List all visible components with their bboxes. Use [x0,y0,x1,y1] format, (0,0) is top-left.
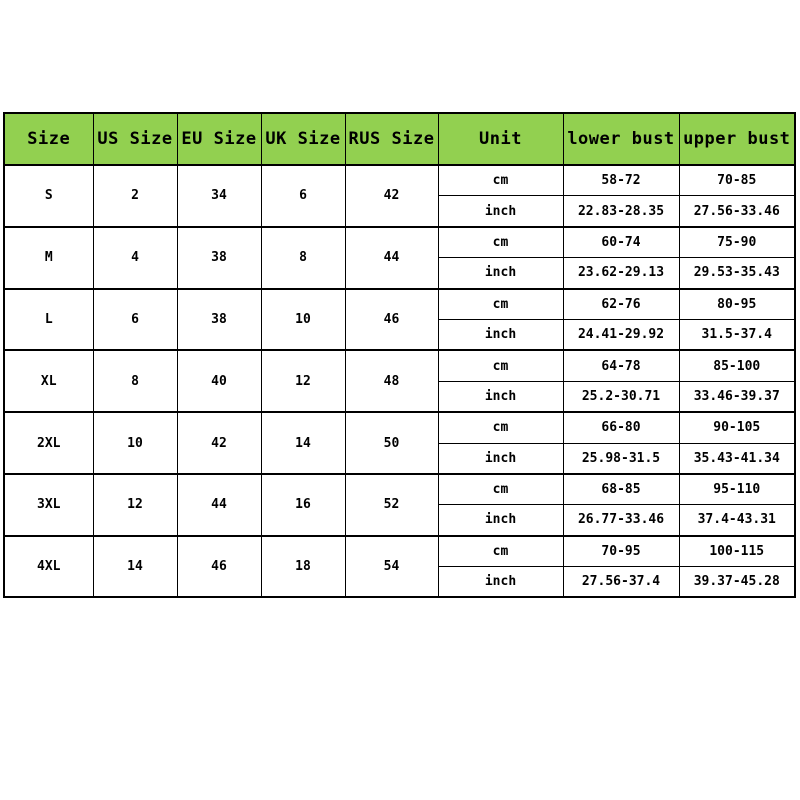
lower-bust-cell: 27.56-37.4 [563,567,679,598]
uk-size-cell: 16 [261,474,345,536]
us-size-cell: 14 [93,536,177,598]
eu-size-cell: 42 [177,412,261,474]
rus-size-cell: 50 [345,412,438,474]
unit-cell: cm [438,289,563,320]
lower-bust-cell: 24.41-29.92 [563,319,679,350]
header-eu-size: EU Size [177,113,261,165]
eu-size-cell: 40 [177,350,261,412]
unit-cell: inch [438,443,563,474]
upper-bust-cell: 35.43-41.34 [679,443,795,474]
size-chart-table [3,112,796,598]
eu-size-cell: 46 [177,536,261,598]
lower-bust-cell: 58-72 [563,165,679,196]
unit-cell: inch [438,505,563,536]
unit-cell: inch [438,258,563,289]
upper-bust-cell: 31.5-37.4 [679,319,795,350]
size-cell: 3XL [4,474,93,536]
unit-cell: inch [438,319,563,350]
size-cell: 2XL [4,412,93,474]
lower-bust-cell: 25.98-31.5 [563,443,679,474]
header-lower-bust: lower bust [563,113,679,165]
uk-size-cell: 6 [261,165,345,227]
eu-size-cell: 44 [177,474,261,536]
rus-size-cell: 54 [345,536,438,598]
eu-size-cell: 34 [177,165,261,227]
lower-bust-cell: 22.83-28.35 [563,196,679,227]
lower-bust-cell: 64-78 [563,350,679,381]
upper-bust-cell: 27.56-33.46 [679,196,795,227]
table-row [4,289,795,320]
header-unit: Unit [438,113,563,165]
table-row [4,474,795,505]
eu-size-cell: 38 [177,289,261,351]
lower-bust-cell: 25.2-30.71 [563,381,679,412]
uk-size-cell: 18 [261,536,345,598]
rus-size-cell: 44 [345,227,438,289]
us-size-cell: 12 [93,474,177,536]
header-row [4,113,795,165]
lower-bust-cell: 70-95 [563,536,679,567]
header-size: Size [4,113,93,165]
header-us-size: US Size [93,113,177,165]
unit-cell: cm [438,474,563,505]
upper-bust-cell: 75-90 [679,227,795,258]
upper-bust-cell: 29.53-35.43 [679,258,795,289]
upper-bust-cell: 95-110 [679,474,795,505]
unit-cell: inch [438,567,563,598]
table-row [4,350,795,381]
upper-bust-cell: 39.37-45.28 [679,567,795,598]
eu-size-cell: 38 [177,227,261,289]
uk-size-cell: 12 [261,350,345,412]
size-cell: M [4,227,93,289]
uk-size-cell: 14 [261,412,345,474]
size-cell: S [4,165,93,227]
rus-size-cell: 48 [345,350,438,412]
lower-bust-cell: 66-80 [563,412,679,443]
table-row [4,536,795,567]
header-upper-bust: upper bust [679,113,795,165]
lower-bust-cell: 68-85 [563,474,679,505]
unit-cell: cm [438,165,563,196]
unit-cell: cm [438,350,563,381]
us-size-cell: 2 [93,165,177,227]
size-cell: XL [4,350,93,412]
unit-cell: inch [438,196,563,227]
size-cell: L [4,289,93,351]
lower-bust-cell: 60-74 [563,227,679,258]
unit-cell: cm [438,536,563,567]
rus-size-cell: 46 [345,289,438,351]
upper-bust-cell: 70-85 [679,165,795,196]
header-uk-size: UK Size [261,113,345,165]
lower-bust-cell: 26.77-33.46 [563,505,679,536]
unit-cell: inch [438,381,563,412]
header-rus-size: RUS Size [345,113,438,165]
table-row [4,165,795,196]
lower-bust-cell: 23.62-29.13 [563,258,679,289]
upper-bust-cell: 80-95 [679,289,795,320]
upper-bust-cell: 90-105 [679,412,795,443]
us-size-cell: 8 [93,350,177,412]
rus-size-cell: 52 [345,474,438,536]
uk-size-cell: 8 [261,227,345,289]
us-size-cell: 10 [93,412,177,474]
lower-bust-cell: 62-76 [563,289,679,320]
us-size-cell: 6 [93,289,177,351]
upper-bust-cell: 100-115 [679,536,795,567]
table-row [4,412,795,443]
unit-cell: cm [438,227,563,258]
size-cell: 4XL [4,536,93,598]
upper-bust-cell: 33.46-39.37 [679,381,795,412]
upper-bust-cell: 37.4-43.31 [679,505,795,536]
us-size-cell: 4 [93,227,177,289]
table-row [4,227,795,258]
rus-size-cell: 42 [345,165,438,227]
unit-cell: cm [438,412,563,443]
uk-size-cell: 10 [261,289,345,351]
upper-bust-cell: 85-100 [679,350,795,381]
